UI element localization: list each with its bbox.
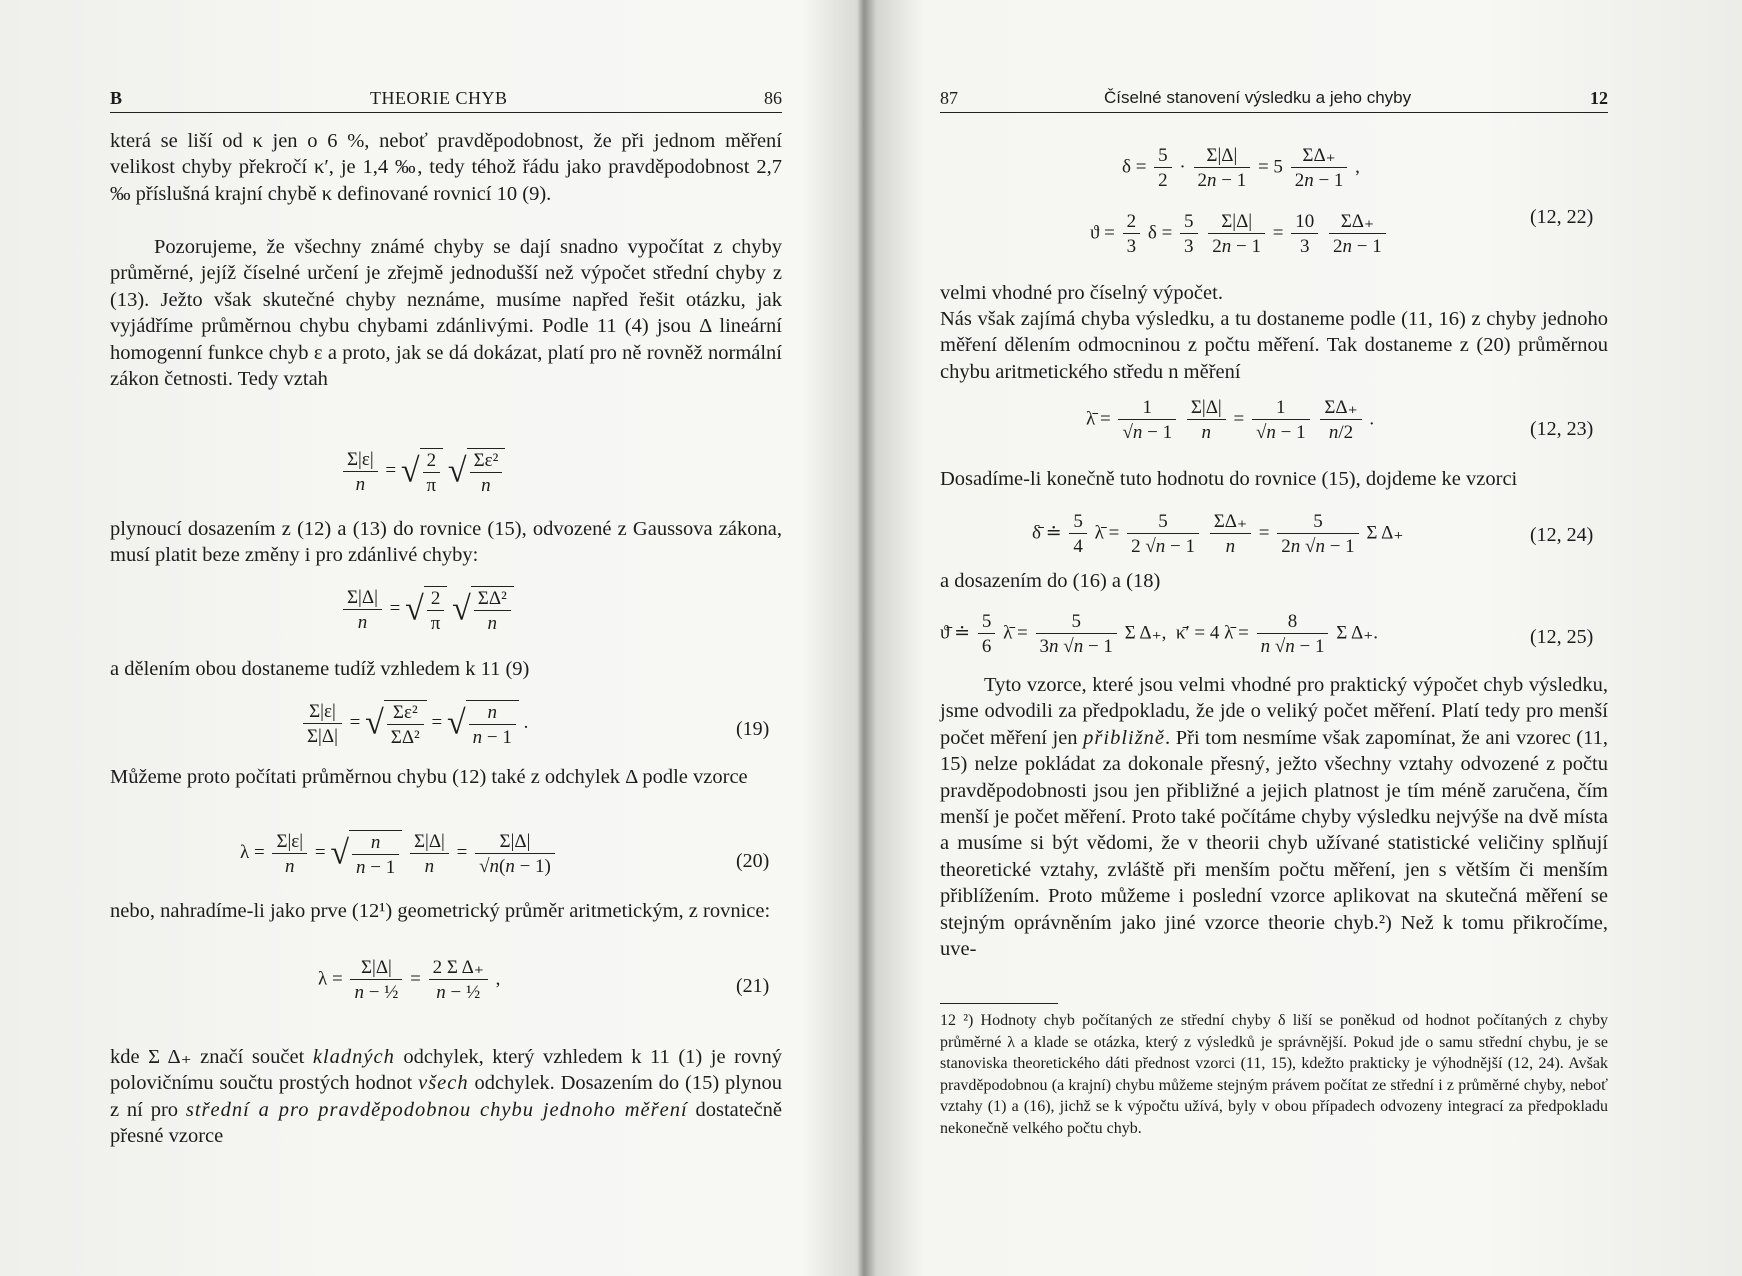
left-page <box>0 0 860 1276</box>
paragraph-3: Dosadíme-li konečně tuto hodnotu do rovnice (15), dojdeme ke vzorci <box>940 468 1518 490</box>
right-page-header <box>940 86 1608 113</box>
paragraph-3: plynoucí dosazením z (12) a (13) do rovnice (15), odvozené z Gaussova zákona, musí platit beze změny i pro zdánlivé chyby: <box>110 518 782 567</box>
equation-21: λ = $\frac{\Sigma|\Delta|}{\text{n − ½}}$ = $\frac{\text{2 Σ Δ₊}}{\text{n − ½}}$ , <box>318 957 501 1003</box>
chapter-number: 12 <box>1590 88 1608 108</box>
paragraph-1: která se liší od κ jen o 6 %, neboť pravděpodobnost, že při jednom měření velikost chyby překročí κ′, je 1,4 ‰, tedy téhož řádu jako pravděpodobnost 2,7 ‰ příslušná krajní chybě κ definované rovnicí 10 (9). <box>110 130 782 205</box>
equation-19-number: (19) <box>736 718 770 740</box>
paragraph-1: velmi vhodné pro číselný výpočet. <box>940 282 1223 304</box>
equation-22-theta: ϑ = $\frac{2}{3}$ δ = $\frac{5}{3}$ $\frac{\Sigma|\Delta|}{2n - 1}$ = $\frac{10}{3}$ $\frac{\Sigma\Delta_+}{2n - 1}$ <box>1090 212 1389 256</box>
paragraph-5-part-a: Tyto vzorce, které jsou velmi vhodné pro praktický výpočet chyb výsledku, jsme odvodili za předpokladu, že jde o veliký počet měření. Platí tedy pro menší počet měření jen <box>940 674 1608 749</box>
paragraph-5-part-c: . Při tom nesmíme však zapomínat, že ani vzorec (11, 15) nelze pokládat za dokonale přesný, ježto všechny vztahy odvozené z počtu pravděpodobnosti jsou jen přibližné a jejich platnost je tím méně zaručena, čím menší je počet měření. Proto také počítáme chyby výsledku nejvýše na dvě místa a musíme si být vědomi, že v theorii chyb užívané statistické veličiny splňují theoretické vztahy, zvláště při menším počtu měření, jen s větším či menším přiblížením. Proto můžeme i poslední vzorce aplikovat na skutečná měření se stejným oprávněním jako jiné vzorce theorie chyb.²) Než k tomu přikročíme, uve- <box>940 726 1608 961</box>
emphasis-mean-probable-error: střední a pro pravděpodobnou chybu jednoho měření <box>185 1098 688 1121</box>
paragraph-5 <box>940 672 1608 962</box>
equation-25: ϑ̄ ≐ $\frac{5}{6}$ λ̄ = $\frac{5}{3n √n - 1}$ Σ Δ₊, κ̄′ = 4 λ̄ = $\frac{8}{n √n - 1}$ Σ Δ₊. <box>940 611 1378 657</box>
equation-19: $\frac{\Sigma|\varepsilon|}{\Sigma|\Delta|}$ = √ $\frac{\text{Σε²}}{\text{ΣΔ²}}$ = √ $\frac{n}{n - 1}$ . <box>300 700 528 747</box>
section-letter: B <box>110 88 123 108</box>
paragraph-5: Můžeme proto počítati průměrnou chybu (12) také z odchylek Δ podle vzorce <box>110 766 748 788</box>
emphasis-approximately: přibližně <box>1083 726 1166 749</box>
paragraph-6: nebo, nahradíme-li jako prve (12¹) geometrický průměr aritmetickým, z rovnice: <box>110 900 771 922</box>
paragraph-7-part-a: kde Σ Δ₊ značí součet <box>110 1046 313 1068</box>
paragraph-7-part-e: odchylek. Dosazením do (15) plynou z ní pro <box>110 1072 782 1121</box>
equation-20-number: (20) <box>736 850 770 872</box>
equation-24-number: (12, 24) <box>1530 524 1594 546</box>
paragraph-4: a dosazením do (16) a (18) <box>940 570 1161 592</box>
paragraph-2: Pozorujeme, že všechny známé chyby se dají snadno vypočítat z chyby průměrné, jejíž číselné určení je zřejmě jednodušší než výpočet střední chyby z (13). Ježto však skutečné chyby neznáme, musíme napřed řešit otázku, jak vyjádříme průměrnou chybu chybami zdánlivými. Podle 11 (4) jsou Δ lineární homogenní funkce chyb ε a proto, jak se dá dokázat, platí pro ně rovněž normální zákon četnosti. Tedy vztah <box>110 236 782 391</box>
paragraph-2: Nás však zajímá chyba výsledku, a tu dostaneme podle (11, 16) z chyby jednoho měření dělením odmocninou z počtu měření. Tak dostaneme z (20) průměrnou chybu aritmetického středu n měření <box>940 308 1608 383</box>
equation-23: λ̄ = $\frac{1}{√n - 1}$ $\frac{\Sigma|\Delta|}{n}$ = $\frac{1}{√n - 1}$ $\frac{\Sigma\Delta_+}{n/2}$ . <box>1086 397 1375 443</box>
equation-mean-error-relation: $\frac{\Sigma|\varepsilon|}{n}$ = √ $\frac{2}{\pi}$ √ $\frac{\text{Σε²}}{n}$ <box>340 448 505 495</box>
equation-20: λ = $\frac{\Sigma|\varepsilon|}{n}$ = √ $\frac{n}{n - 1}$ $\frac{\Sigma|\Delta|}{n}$ = $\frac{\Sigma|\Delta|}{√n(n - 1)}$ <box>240 830 558 877</box>
equation-21-number: (21) <box>736 975 770 997</box>
equation-apparent-errors: $\frac{\Sigma|\Delta|}{n}$ = √ $\frac{2}{\pi}$ √ $\frac{\text{ΣΔ²}}{n}$ <box>340 586 514 633</box>
equation-24: δ̄ ≐ $\frac{5}{4}$ λ̄ = $\frac{5}{2 √n - 1}$ $\frac{\Sigma\Delta_+}{n}$ = $\frac{5}{2n √n - 1}$ Σ Δ₊ <box>1032 511 1404 557</box>
equation-22-delta: δ = $\frac{5}{2}$ · $\frac{\Sigma|\Delta|}{2n - 1}$ = 5 $\frac{\Sigma\Delta_+}{2n - 1}$ , <box>1122 145 1360 191</box>
paragraph-7-part-g: dostatečně přesné vzorce <box>110 1098 782 1148</box>
equation-23-number: (12, 23) <box>1530 418 1594 440</box>
equation-25-number: (12, 25) <box>1530 626 1594 648</box>
footnote-separator <box>940 1003 1058 1004</box>
paragraph-4: a dělením obou dostaneme tudíž vzhledem k 11 (9) <box>110 658 530 680</box>
running-title: Číselné stanovení výsledku a jeho chyby <box>1104 88 1412 107</box>
emphasis-all: všech <box>418 1072 469 1095</box>
page-number: 87 <box>940 88 958 108</box>
paragraph-7-part-c: odchylek, který vzhledem k 11 (1) je rovný polovičnímu součtu prostých hodnot <box>110 1046 782 1095</box>
emphasis-positive: kladných <box>312 1046 395 1068</box>
equation-22-number: (12, 22) <box>1530 206 1594 228</box>
page-number: 86 <box>764 88 782 108</box>
running-title: THEORIE CHYB <box>370 88 508 108</box>
paragraph-7 <box>110 1044 782 1150</box>
left-page-header <box>110 86 782 113</box>
footnote: 12 ²) Hodnoty chyb počítaných ze střední chyby δ liší se poněkud od hodnot počítaných z chyby průměrné λ a klade se otázka, který z výsledků je správnější. Pokud jde o samu střední chybu, je se stanoviska theoretického dáti přednost vzorci (11, 15), kdežto prakticky je výhodnější (12, 24). Avšak pravděpodobnou (a krajní) chybu můžeme stejným právem počítat ze střední i z průměrné chyby, neboť vztahy (1) a (16), jichž se k výpočtu užívá, byly v obou případech odvozeny integrací za předpokladu nekonečně velkého počtu chyb. <box>940 1012 1608 1137</box>
